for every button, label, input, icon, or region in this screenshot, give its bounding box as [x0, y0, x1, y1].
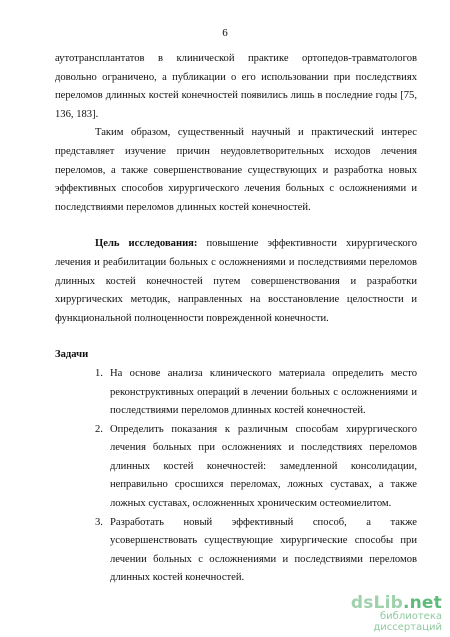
paragraph-intro-continuation: аутотрансплантатов в клинической практике ортопедов-травматологов довольно ограничено, а публикации о его использовании при последствиях переломов длинных костей конечностей появились лишь в последние годы [75, 136, 183].: [55, 53, 417, 120]
paragraph-goal: [55, 235, 417, 328]
paragraph-spacer: [55, 328, 417, 346]
task-number: 3.: [95, 516, 103, 528]
goal-text: повышение эффективности хирургического лечения и реабилитации больных с осложнениями и последствиями переломов длинных костей конечностей путем совершенствования и разработки хирургических методик, направленных на восстановление целостности и функциональной полноценности поврежденной конечности.: [55, 238, 417, 324]
page-number: 6: [222, 27, 228, 39]
task-item: [55, 365, 417, 421]
task-number: 2.: [95, 423, 103, 435]
watermark-logo-domain: .net: [402, 593, 442, 613]
task-text: Определить показания к различным способам хирургического лечения больных при осложнениях и последствиях переломов длинных костей конечностей: замедленной консолидации, неправильно сросшихся переломах, ложных суставах, а также ложных суставах, осложненных хроническим остеомиелитом.: [110, 423, 417, 510]
paragraph-relevance: Таким образом, существенный научный и практический интерес представляет изучение причин неудовлетворительных исходов лечения переломов, а также совершенствование существующих и разработка новых эффективных способов хирургического лечения больных с осложнениями и последствиями переломов длинных костей конечностей.: [55, 127, 417, 213]
task-item: [55, 421, 417, 514]
site-watermark: [327, 593, 442, 633]
task-text: Разработать новый эффективный способ, а также усовершенствовать существующие хирургические способы при лечении больных с осложнениями и последствиями переломов длинных костей конечностей.: [110, 516, 417, 584]
task-text: На основе анализа клинического материала определить место реконструктивных операций в лечении больных с осложнениями и последствиями переломов длинных костей конечностей.: [110, 367, 417, 417]
document-body: [55, 50, 417, 588]
watermark-subtitle: библиотека диссертаций: [373, 611, 442, 633]
task-number: 1.: [95, 367, 103, 379]
tasks-list: [55, 365, 417, 588]
task-item: [55, 514, 417, 588]
tasks-heading: Задачи: [55, 349, 89, 361]
paragraph-spacer: [55, 217, 417, 235]
watermark-logo-main: dsLib: [350, 593, 403, 613]
watermark-logo: [327, 593, 442, 613]
goal-label: Цель исследования:: [95, 238, 198, 250]
